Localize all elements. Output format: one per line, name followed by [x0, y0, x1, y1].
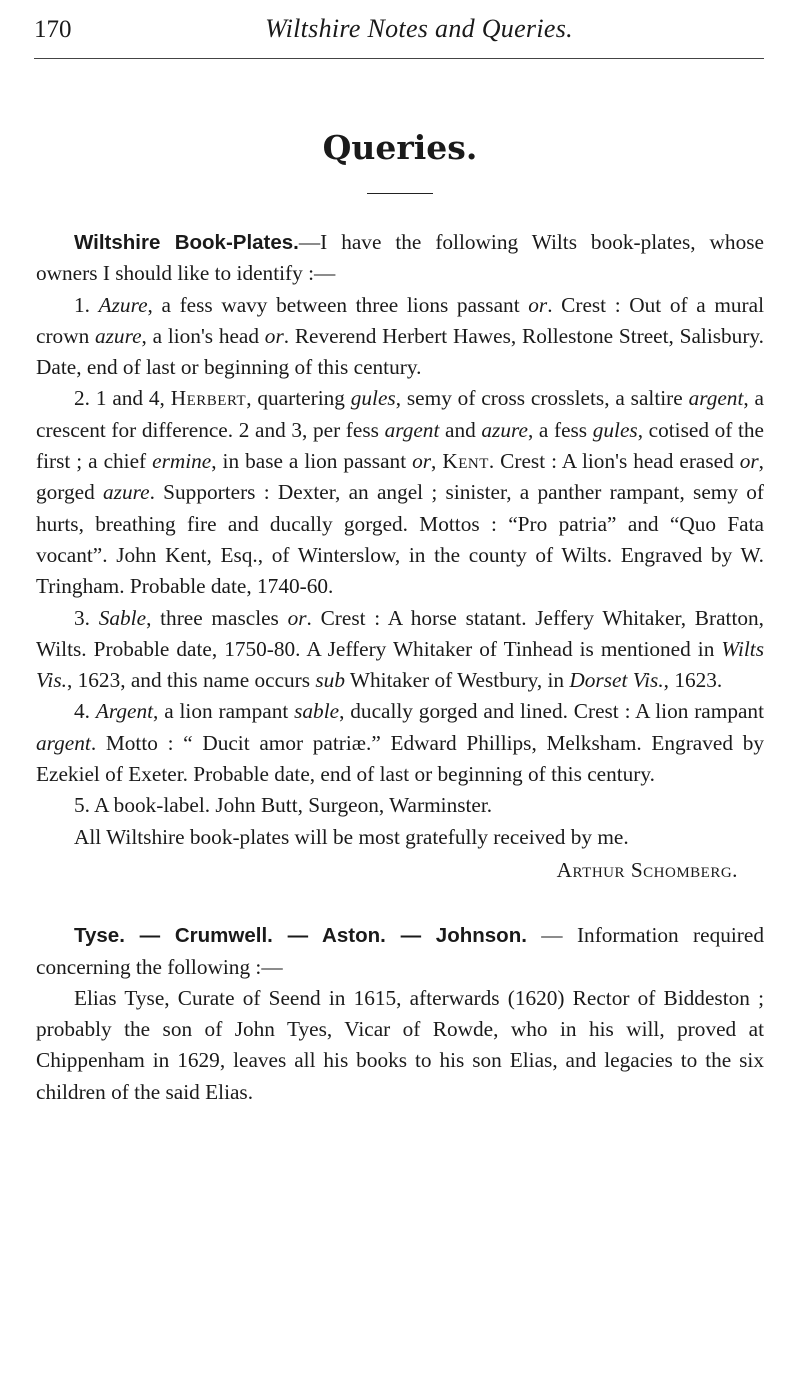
item-text: , a lion rampant	[153, 699, 295, 724]
section-divider	[367, 193, 433, 194]
tincture: azure	[94, 323, 142, 348]
tincture: argent	[384, 417, 440, 442]
closing-line: All Wiltshire book-plates will be most gratefully received by me.	[74, 824, 629, 849]
family-name: Kent	[442, 449, 489, 474]
item-text: . Supporters : Dexter, an angel ; sinister, a panther rampant, semy of hurts, breathing fire and ducally gorged. Mottos : “Pro patria” and “Quo Fata vocant”. John Kent, Esq., of Winterslow, in the county of Wilts. Engraved by W. Tringham. Probable date, 1740-60.	[36, 480, 765, 599]
item-number: 4.	[74, 699, 90, 724]
tincture: azure	[103, 480, 150, 505]
item-text: , a fess wavy between three lions passant	[147, 292, 529, 317]
tincture: gules	[592, 417, 638, 442]
bookplate-item-4	[36, 696, 764, 790]
tincture: or	[287, 605, 307, 630]
tincture: azure	[481, 417, 528, 442]
tincture: or	[412, 449, 432, 474]
item-text: , in base a lion passant	[211, 449, 413, 474]
item-text: 1 and 4,	[95, 386, 171, 411]
item-number: 3.	[74, 605, 90, 630]
bookplate-item-1	[36, 290, 764, 384]
tincture: Sable	[98, 605, 147, 630]
item-text: , semy of cross crosslets, a saltire	[395, 386, 689, 411]
item-text: . Reverend Herbert Hawes, Rollestone Street, Salisbury. Date, end of last or beginning of this century.	[36, 323, 764, 380]
item-text: , cotised of the first ; a chief	[36, 417, 764, 474]
item-text: . Crest : A horse statant. Jeffery Whitaker, Bratton, Wilts. Probable date, 1750-80. A Jeffery Whitaker of Tinhead is mentioned in	[36, 605, 764, 661]
item-text: . Crest : A lion's head erased	[488, 449, 740, 474]
item-text: , gorged	[36, 449, 764, 505]
item-text: , three mascles	[146, 605, 288, 630]
bookplate-item-2	[36, 383, 764, 602]
tincture: gules	[350, 386, 396, 411]
journal-title: Wiltshire Notes and Queries.	[265, 14, 573, 43]
family-name: Herbert	[170, 386, 247, 411]
item-text: , a lion's head	[141, 323, 265, 348]
query-rubric: Tyse. — Crumwell. — Aston. — Johnson.	[74, 924, 527, 948]
tincture: Azure	[98, 292, 148, 317]
tincture: or	[264, 323, 284, 348]
query-tyse-intro	[36, 920, 764, 983]
item-text: , a fess	[527, 417, 593, 442]
item-text: , ducally gorged and lined. Crest : A lion rampant	[339, 699, 764, 724]
item-number: 1.	[74, 292, 90, 317]
query-intro-text: — Information required concerning the following :—	[36, 923, 764, 979]
work-title: Wilts Vis.	[36, 636, 764, 693]
work-title: Dorset Vis.	[569, 668, 664, 693]
item-text: , quartering	[246, 386, 351, 411]
query-rubric: Wiltshire Book-Plates.	[74, 231, 299, 254]
item-text: . Crest : Out of a mural crown	[36, 292, 764, 348]
item-text: Whitaker of Westbury, in	[344, 668, 570, 693]
signature: Arthur Schomberg.	[556, 857, 738, 882]
item-text: and	[439, 417, 482, 442]
tincture: argent	[36, 730, 91, 755]
item-text: . Motto : “ Ducit amor patriæ.” Edward Phillips, Melksham. Engraved by Ezekiel of Exeter. Probable date, end of last or beginning of this century.	[36, 730, 764, 787]
latin-word: sub	[315, 668, 345, 693]
tincture: argent	[688, 386, 744, 411]
bookplate-item-5	[36, 790, 764, 821]
item-number: 5.	[74, 793, 90, 818]
item-text: ,	[431, 449, 443, 474]
running-head	[34, 12, 764, 56]
tincture: Argent	[95, 699, 154, 724]
body-text	[36, 227, 764, 1108]
bookplate-item-3	[36, 603, 764, 697]
tincture: or	[528, 292, 548, 317]
header-rule	[34, 58, 764, 59]
tincture: sable	[294, 699, 340, 724]
item-text: , 1623.	[663, 668, 723, 693]
query-intro-text: —I have the following Wilts book-plates, whose owners I should like to identify :—	[36, 230, 764, 286]
item-number: 2.	[74, 386, 90, 411]
section-heading: Queries.	[322, 128, 478, 167]
page-number: 170	[34, 16, 72, 43]
item-text: A book-label. John Butt, Surgeon, Warminster.	[94, 793, 493, 818]
item-text: , a crescent for difference. 2 and 3, per fess	[36, 386, 764, 442]
item-text: , 1623, and this name occurs	[66, 668, 316, 693]
tincture: ermine	[152, 449, 212, 474]
query-tyse-paragraph: Elias Tyse, Curate of Seend in 1615, afterwards (1620) Rector of Biddeston ; probably the son of John Tyes, Vicar of Rowde, who in his will, proved at Chippenham in 1629, leaves all his books to his son Elias, and legacies to the six children of the said Elias.	[36, 985, 764, 1104]
query-wiltshire-bookplates-intro	[36, 227, 764, 290]
tincture: or	[739, 449, 759, 474]
query-separator	[36, 886, 764, 920]
